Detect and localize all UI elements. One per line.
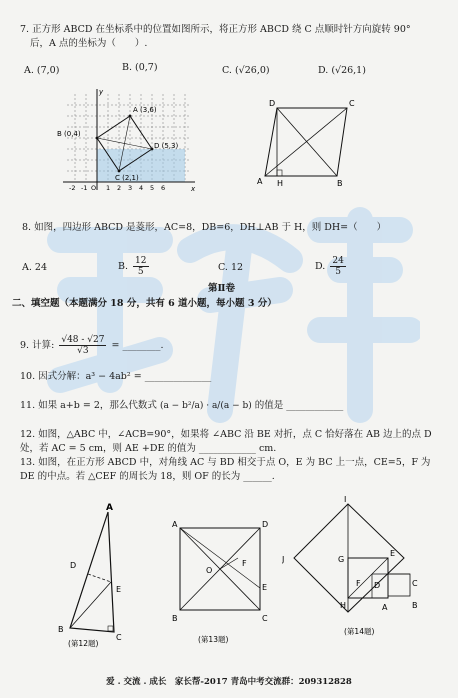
q11-text (20, 400, 343, 412)
q13-square-figure (168, 518, 273, 648)
fig7-tick-2: O (91, 184, 97, 192)
q8-option-d-fraction (330, 256, 345, 277)
q13-text-line1: 13. 如图，在正方形 ABCD 中，对角线 AC 与 BD 相交于点 O，E 为 BC 上一点，CE=5，F 为 (20, 457, 431, 468)
q9-prefix: 9. 计算: (20, 340, 55, 351)
q7-text-line2: 后，A 点的坐标为（ ）. (30, 38, 148, 49)
fraction-denominator: √3 (77, 346, 89, 356)
fig13-label-a: A (172, 520, 178, 529)
fraction-denominator: 5 (137, 267, 144, 277)
q8-option-c: C. 12 (218, 262, 244, 273)
fig7-tick-0: -2 (69, 184, 76, 192)
q7-option-b: B. (0,7) (122, 62, 158, 73)
fig13-label-f: F (242, 559, 247, 568)
fig7-label-c: C (2,1) (115, 174, 139, 182)
q7-coordinate-figure (55, 86, 200, 196)
fig14-label-i: I (344, 496, 347, 504)
q8-option-b-fraction (133, 256, 148, 277)
q8-option-d-label: D. (315, 261, 326, 272)
fig12-label-d: D (70, 561, 77, 570)
fig7-tick-1: -1 (81, 184, 88, 192)
fig7-y-axis-label: y (99, 88, 104, 96)
fig12-label-e: E (116, 585, 122, 594)
fig14-label-j: J (282, 555, 285, 564)
fig13-label-o: O (206, 566, 213, 575)
q8-option-b-label: B. (118, 261, 129, 272)
fig14-label-h: H (340, 601, 347, 610)
fig12-label-c: C (116, 633, 122, 642)
fig8-label-a: A (257, 177, 263, 186)
fig7-tick-3: 1 (106, 184, 111, 192)
fig12-caption: (第12题) (68, 639, 99, 648)
q7-option-d: D. (√26,1) (318, 65, 366, 76)
footer-text: 爱 . 交流 . 成长 家长帮-2017 青岛中考交流群：209312828 (106, 677, 352, 687)
section-heading: 二、填空题（本题满分 18 分，共有 6 道小题，每小题 3 分） (12, 298, 277, 309)
q9-fraction (59, 335, 106, 356)
q8-option-a: A. 24 (22, 262, 47, 273)
fig13-label-c: C (262, 614, 268, 623)
fig7-label-d: D (5,3) (154, 142, 179, 150)
fig14-caption: (第14题) (344, 627, 375, 636)
fig14-label-f: F (356, 579, 361, 588)
fig7-tick-4: 2 (117, 184, 122, 192)
fig13-label-b: B (172, 614, 178, 623)
fig13-label-e: E (262, 583, 268, 592)
fraction-numerator: 12 (135, 256, 147, 266)
fig14-label-e: E (390, 549, 396, 558)
q8-text: 8. 如图，四边形 ABCD 是菱形，AC=8，DB=6，DH⊥AB 于 H，则 DH=（ ） (22, 222, 387, 233)
fig8-label-b: B (337, 179, 343, 188)
q7-option-a: A. (7,0) (24, 65, 60, 76)
fig7-tick-7: 5 (150, 184, 155, 192)
fig14-label-b: B (412, 601, 418, 610)
fig12-label-a: A (106, 503, 113, 513)
shade-band (97, 149, 185, 182)
fig7-tick-6: 4 (139, 184, 144, 192)
fig14-label-g: G (338, 555, 345, 564)
q11-expression: (a − b²/a) · a/(a − b) (159, 401, 252, 411)
fig7-x-axis-label: x (191, 185, 196, 193)
q14-squares-figure (282, 496, 442, 646)
q7-text-line1: 7. 正方形 ABCD 在坐标系中的位置如图所示，将正方形 ABCD 绕 C 点顺时针方向旋转 90° (20, 24, 411, 35)
section-title: 第Ⅱ卷 (208, 283, 236, 294)
q12-triangle-figure (38, 500, 138, 650)
q13-text-line2: DE 的中点。若 △CEF 的周长为 18，则 OF 的长为 ______. (20, 471, 275, 482)
fig7-tick-5: 3 (128, 184, 133, 192)
q8-option-b (118, 256, 151, 277)
fig13-label-d: D (262, 520, 269, 529)
fraction-denominator: 5 (335, 267, 341, 277)
q9-suffix: = ________. (111, 340, 164, 351)
q12-text-line1: 12. 如图，△ABC 中，∠ACB=90°，如果将 ∠ABC 沿 BE 对折，点 C 恰好落在 AB 边上的点 D (20, 429, 432, 440)
fig8-label-d: D (269, 99, 276, 108)
fig8-label-h: H (277, 179, 284, 188)
fraction-numerator: √48 - √27 (61, 335, 105, 345)
q12-text-line2: 处，若 AC = 5 cm，则 AE +DE 的值为 ____________ cm. (20, 443, 277, 454)
fig14-label-a: A (382, 603, 388, 612)
q8-rhombus-figure (255, 96, 360, 191)
q8-option-d (315, 256, 348, 277)
fig12-label-b: B (58, 625, 64, 634)
fraction-numerator: 24 (332, 256, 344, 266)
q9-question (20, 335, 164, 356)
fig7-label-b: B (0,4) (57, 130, 81, 138)
fig14-label-d: D (374, 581, 381, 590)
fig13-caption: (第13题) (198, 635, 229, 644)
q10-text: 10. 因式分解：a³ − 4ab² = ______________ (20, 371, 212, 382)
fig8-label-c: C (349, 99, 355, 108)
q7-option-c: C. (√26,0) (222, 65, 270, 76)
q11-suffix: 的值是 ____________ (254, 400, 344, 411)
fig7-label-a: A (3,6) (133, 106, 157, 114)
fig14-label-c: C (412, 579, 418, 588)
fig7-tick-8: 6 (161, 184, 166, 192)
q11-prefix: 11. 如果 a+b = 2，那么代数式 (20, 400, 157, 411)
